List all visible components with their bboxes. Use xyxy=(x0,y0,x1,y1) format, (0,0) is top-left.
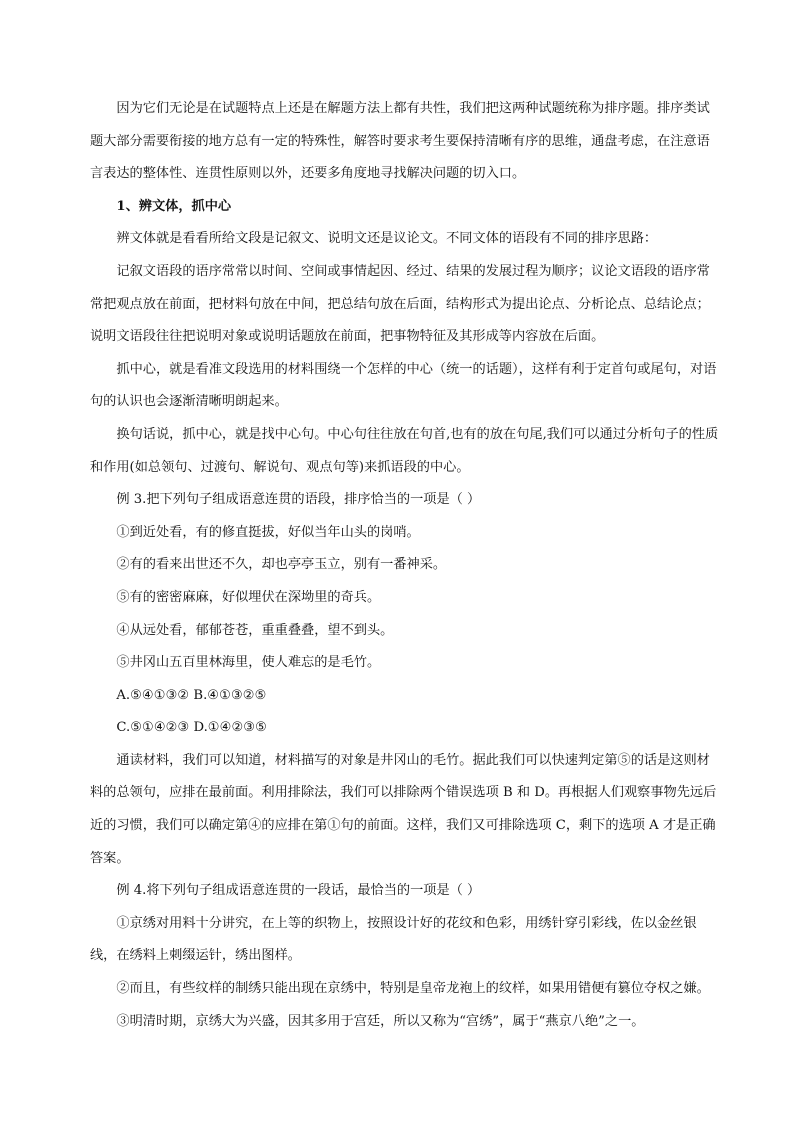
example-sentence: ③明清时期，京绣大为兴盛，因其多用于宫廷，所以又称为“宫绣”，属于“燕京八绝”之一。 xyxy=(116,1013,645,1029)
section-heading: 1、辨文体，抓中心 xyxy=(116,198,232,214)
answer-options: A.⑤④①③② B.④①③②⑤ xyxy=(116,687,267,703)
example-sentence: ①京绣对用料十分讲究，在上等的织物上，按照设计好的花纹和色彩，用绣针穿引彩线，佐以金丝银线，在绣料上刺缀运针，绣出图样。 xyxy=(90,915,697,964)
answer-explanation: 通读材料，我们可以知道，材料描写的对象是井冈山的毛竹。据此我们可以快速判定第⑤的话是这则材料的总领句，应排在最前面。利用排除法，我们可以排除两个错误选项 B 和 D。再根据人们观察事物先远后近的习惯，我们可以确定第④的应排在第①句的前面。这样，我们又可排除选项 C，剩下的选项 A 才是正确答案。 xyxy=(90,752,717,866)
example-sentence: ①到近处看，有的修直挺拔，好似当年山头的岗哨。 xyxy=(116,524,420,540)
answer-options: C.⑤①④②③ D.①④②③⑤ xyxy=(116,720,267,736)
body-paragraph: 辨文体就是看看所给文段是记叙文、说明文还是议论文。不同文体的语段有不同的排序思路： xyxy=(116,231,658,247)
body-paragraph: 记叙文语段的语序常常以时间、空间或事情起因、经过、结果的发展过程为顺序；议论文语段的语序常常把观点放在前面，把材料句放在中间，把总结句放在后面，结构形式为提出论点、分析论点、总结论点；说明文语段往往把说明对象或说明话题放在前面，把事物特征及其形成等内容放在后面。 xyxy=(90,263,710,345)
example-sentence: ⑤井冈山五百里林海里，使人难忘的是毛竹。 xyxy=(116,655,381,671)
body-paragraph: 抓中心，就是看准文段选用的材料围绕一个怎样的中心（统一的话题），这样有利于定首句或尾句，对语句的认识也会逐渐清晰明朗起来。 xyxy=(90,361,717,410)
example-question: 例 3.把下列句子组成语意连贯的语段，排序恰当的一项是（ ） xyxy=(116,492,481,508)
example-sentence: ②而且，有些纹样的制绣只能出现在京绣中，特别是皇帝龙袍上的纹样，如果用错便有篡位夺权之嫌。 xyxy=(116,981,710,997)
example-sentence: ⑤有的密密麻麻，好似埋伏在深坳里的奇兵。 xyxy=(116,589,381,605)
intro-paragraph: 因为它们无论是在试题特点上还是在解题方法上都有共性，我们把这两种试题统称为排序题。排序类试题大部分需要衔接的地方总有一定的特殊性，解答时要求考生要保持清晰有序的思维，通盘考虑，在注意语言表达的整体性、连贯性原则以外，还要多角度地寻找解决问题的切入口。 xyxy=(90,101,710,182)
example-sentence: ④从远处看，郁郁苍苍，重重叠叠，望不到头。 xyxy=(116,622,394,638)
document-page xyxy=(90,93,722,1038)
body-paragraph: 换句话说，抓中心，就是找中心句。中心句往往放在句首,也有的放在句尾,我们可以通过分析句子的性质和作用(如总领句、过渡句、解说句、观点句等)来抓语段的中心。 xyxy=(90,426,719,475)
example-question: 例 4.将下列句子组成语意连贯的一段话，最恰当的一项是（ ） xyxy=(116,883,481,899)
example-sentence: ②有的看来出世还不久，却也亭亭玉立，别有一番神采。 xyxy=(116,557,447,573)
